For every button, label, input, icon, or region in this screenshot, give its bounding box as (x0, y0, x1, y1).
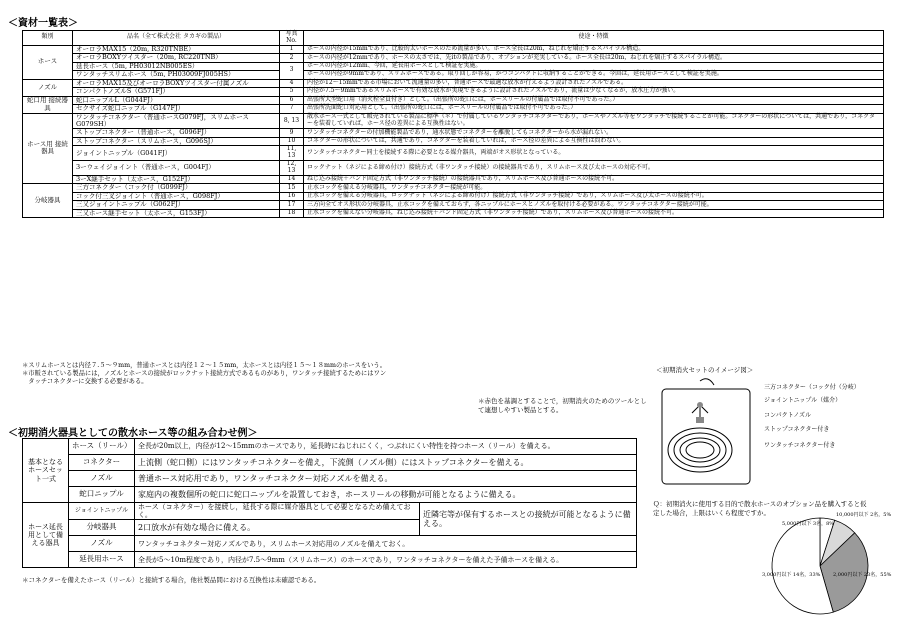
header-category: 類別 (23, 31, 73, 46)
product-name-cell: 3ーX継手セット（太ホース，G152FJ） (73, 175, 280, 183)
hose-kit-illustration (650, 375, 760, 490)
table-row (23, 105, 884, 113)
category-cell: ホース (23, 45, 73, 79)
side-box: 近隣宅等が保有するホースとの接続が可能となるように備える。 (420, 503, 637, 536)
red-color-note: ＊赤色を基調とすることで，初期消火のためのツールとして連想しやすい製品とする。 (478, 397, 647, 414)
table-row (23, 487, 637, 503)
usage-cell: ホースの内径が12mmであり、ホースの太さでは、先itの製品であり、オプションが充実している。ホース全長は20m，ねじれを矯正するスパイラル構造。 (304, 54, 884, 62)
product-name-cell: ワンタッチスリムホース（5m, PH03009FJ005HS） (73, 71, 280, 79)
photo-no-cell: 2 (280, 54, 304, 62)
header-product: 品名（全て株式会社 タカギの製品） (73, 31, 280, 46)
combo-item: 延長用ホース (69, 552, 135, 568)
extension-group: ホース延長用として備える器具 (23, 503, 69, 568)
usage-cell: ホースの内径が9mmであり、スリムホースである。取り回しが容易，かつコンパクトに収納することができる。今回は，延長用ホースとして検証を実施。 (304, 71, 884, 79)
table-row (23, 137, 884, 145)
product-name-cell: 三方コネクター（コック付（G099FJ） (73, 184, 280, 192)
combo-desc: 普通ホース対応用であり，ワンタッチコネクター対応ノズルを備える。 (135, 471, 637, 487)
table-row (23, 471, 637, 487)
usage-cell: ワンタッチコネクター同士を接続する際に必要となる媒介器具，両端がオス形状となっている。 (304, 146, 884, 161)
combo-item: 蛇口ニップル (69, 487, 135, 503)
photo-no-cell: 12, 13 (280, 161, 304, 176)
note-line: ＊スリムホースとは内径７.５～９mm，普通ホースとは内径１２～１５mm，太ホースとは内径１５～１８mmのホースをいう。 (22, 362, 387, 369)
product-name-cell: オーロラBOXYツイスター（20m, RC220TNB） (73, 54, 280, 62)
photo-no-cell: 15 (280, 184, 304, 192)
usage-cell: 止水コックを備えない分岐器具，ねじ込み接続＋バンド固定方式（非ワンタッチ接続）であり，スリムホース及び普通ホースの接続不可。 (304, 209, 884, 217)
photo-no-cell: 18 (280, 209, 304, 217)
kit-label: ワンタッチコネクター付き (764, 442, 836, 449)
combo-item: ノズル (69, 536, 135, 552)
table-row (23, 552, 637, 568)
materials-notes (22, 362, 522, 386)
kit-label: ジョイントニップル（媒介） (764, 397, 842, 404)
usage-cell: 止水コックを備える分岐器具，ワンタッチコネクター接続が可能。 (304, 184, 884, 192)
photo-no-cell: 9 (280, 129, 304, 137)
usage-cell: 出張所洗面蛇口対応用として。（出張所の蛇口には，ホースリールの付属品では取付不可であった。） (304, 105, 884, 113)
combo-item: コネクター (69, 455, 135, 471)
usage-cell: 散水ホース一式として販売されている製品に標準（＊）で付属しているワンタッチコネクターであり，ホースやノズル等をワンタッチで接続することが可能。コネクターの形状については，共通であり，コネクターを装着していれば，ホース径の差異による互換性はない。 (304, 113, 884, 129)
product-name-cell: ジョイントニップル（G041FJ） (73, 146, 280, 161)
combo-desc: 家庭内の複数個所の蛇口に蛇口ニップルを設置しておき，ホースリールの移動が可能となるように備える。 (135, 487, 637, 503)
table-row (23, 455, 637, 471)
table-row (23, 54, 884, 62)
table-row (23, 71, 884, 79)
basic-set-group: 基本となるホースセット一式 (23, 439, 69, 503)
usage-cell: ワンタッチコネクターの付加機能製品であり，通水状態でコネクターを離脱してもコネクターから水が漏れない。 (304, 129, 884, 137)
product-name-cell: ストップコネクター（普通ホース，G096FJ） (73, 129, 280, 137)
photo-no-cell: 1 (280, 45, 304, 53)
photo-no-cell: 17 (280, 201, 304, 209)
combo-item: ホース（リール） (69, 439, 135, 455)
photo-no-cell: 14 (280, 175, 304, 183)
usage-cell: ホースの内径が12mm、今回，延長用ホースとして検証を実施。 (304, 62, 884, 70)
note-line: ＊市販されている製品には，ノズルとホースの接続がロックナット接続方式であるものがあり，ワンタッチ接続するためにはワン (22, 370, 387, 378)
materials-list-title: ＜資材一覧表＞ (8, 18, 78, 29)
product-name-cell: 3ーウェイジョイント（普通ホース，G004FJ） (73, 161, 280, 176)
table-row (23, 146, 884, 161)
category-cell: 蛇口用 接続器具 (23, 96, 73, 113)
photo-no-cell: 11, 13 (280, 146, 304, 161)
category-cell: ホース用 接続器具 (23, 113, 73, 184)
kit-diagram-title: ＜初期消火セットのイメージ図＞ (656, 366, 754, 374)
combo-item: ノズル (69, 471, 135, 487)
kit-label: 三方コネクター（コック付（分岐） (764, 384, 860, 391)
usage-cell: 止水コックを備える分岐器具，ロックナット（ネジによる締め付け）接続方式（非ワンタッチ接続）であり，スリムホース及び太ホースの接続不可。 (304, 192, 884, 200)
survey-question: Ｑ：初期消火に使用する目的で散水ホースのオプション品を購入すると仮定した場合，上限はいくら程度ですか。 (653, 500, 867, 517)
product-name-cell: オーロラMAX15及びオーロラBOXYツイスター付属ノズル (73, 79, 280, 87)
materials-table (22, 30, 884, 218)
photo-no-cell: 6 (280, 96, 304, 104)
usage-cell: ねじ込み接続＋バンド固定方式（非ワンタッチ接続）の接続器具であり，スリムホース及び普通ホースの接続不可。 (304, 175, 884, 183)
usage-cell: コネクターの形状については，共通であり，コネクターを装着していれば，ホース径の差異による互換性は問わない。 (304, 137, 884, 145)
product-name-cell: 蛇口ニップルL（G044FJ） (73, 96, 280, 104)
photo-no-cell: 4 (280, 79, 304, 87)
combo-desc: ホース（コネクター）を接続し，延長する際に媒介器具として必要となるため備えておく。 (135, 503, 420, 520)
product-name-cell: 延長ホース（5m, PH03012NB005ES） (73, 62, 280, 70)
pie-label: 5,000円以下 3名，8% (782, 521, 835, 527)
product-name-cell: ワンタッチコネクター（普通ホースG079FJ，スリムホースG079SH） (73, 113, 280, 129)
photo-no-cell: 3 (280, 62, 304, 79)
usage-cell: ロックナット（ネジによる締め付け）接続方式（非ワンタッチ接続）の接続器具であり，スリムホース及び太ホースの対応不可。 (304, 161, 884, 176)
product-name-cell: オーロラMAX15（20m, R320TNBE） (73, 45, 280, 53)
pie-label: 2,000円以下 23名，55% (833, 572, 892, 578)
table-row (23, 536, 637, 552)
table-row (23, 88, 884, 96)
product-name-cell: コンパクトノズルS（G571FJ） (73, 88, 280, 96)
combo-desc: 2口放水が有効な場合に備える。 (135, 520, 420, 536)
kit-label: コンパクトノズル (764, 412, 811, 419)
combo-desc: 全長が20m以上，内径が12～15mmのホースであり，延長時にねじれにくく，つぶれにくい特性を持つホース（リール）を備える。 (135, 439, 637, 455)
product-name-cell: 三又ジョイントニップル（G062FJ） (73, 201, 280, 209)
header-photo-no: 写真No. (280, 31, 304, 46)
pie-label: 10,000円以下 2名，5% (836, 512, 892, 518)
product-name-cell: セクサイズ蛇口ニップル（G147FJ） (73, 105, 280, 113)
table-row (23, 113, 884, 129)
combo-item: ジョイントニップル (69, 503, 135, 520)
combo-desc: 上流側（蛇口側）にはワンタッチコネクターを備え，下流側（ノズル側）にはストップコネクターを備える。 (135, 455, 637, 471)
photo-no-cell: 16 (280, 192, 304, 200)
photo-no-cell: 8, 13 (280, 113, 304, 129)
kit-label: ストップコネクター付き (764, 426, 830, 433)
photo-no-cell: 7 (280, 105, 304, 113)
combination-note: ＊コネクターを備えたホース（リール）と接続する場合，他社製品間における互換性は未確認である。 (22, 576, 321, 584)
category-cell: 分岐器具 (23, 184, 73, 218)
table-row (23, 439, 637, 455)
usage-cell: 三方向全てオス形状の分岐器具，止水コックを備えておらず，各ニップルにホースとノズルを取付ける必要がある。ワンタッチコネクター接続が可能。 (304, 201, 884, 209)
product-name-cell: ストップコネクター（スリムホース，G096SJ） (73, 137, 280, 145)
usage-cell: 内径が7.5～9mmであるスリムホースで有効な放水が実現できるように設計されたノズルであり，流量は少なくなるが，放水圧力が強い。 (304, 88, 884, 96)
table-row (23, 209, 884, 217)
table-header-row (23, 31, 884, 46)
product-name-cell: コック付三叉ジョイント（普通ホース，G098FJ） (73, 192, 280, 200)
combo-desc: 全長が5～10m程度であり，内径が7.5～9mm（スリムホース）のホースであり，ワンタッチコネクターを備えた予備ホースを備える。 (135, 552, 637, 568)
usage-cell: ホースの内径が15mmであり、比較的太いホースのため流量が多い。ホース全長は20m，ねじれを矯正するスパイラル構造。 (304, 45, 884, 53)
combination-table (22, 438, 637, 568)
photo-no-cell: 5 (280, 88, 304, 96)
combo-item: 分岐器具 (69, 520, 135, 536)
table-row (23, 503, 637, 520)
usage-cell: 出張所大型蛇口用（消火栓全員付き）として。（出張所の蛇口には，ホースリールの付属品では取付不可であった。） (304, 96, 884, 104)
photo-no-cell: 10 (280, 137, 304, 145)
combination-title: ＜初期消火器具としての散水ホース等の組み合わせ例＞ (8, 428, 258, 439)
note-line: タッチコネクターに交換する必要がある。 (22, 378, 148, 386)
pie-label: 3,000円以下 14名，33% (762, 572, 821, 578)
product-name-cell: 三又ホース継手セット（太ホース，G153FJ） (73, 209, 280, 217)
table-row (23, 161, 884, 176)
category-cell: ノズル (23, 79, 73, 96)
usage-cell: 内径が12～15mmである市場において流通量の多い，普通ホースで最適な放水が行えるよう設計されたノズルである。 (304, 79, 884, 87)
combo-desc: ワンタッチコネクター対応ノズルであり，スリムホース対応用のノズルを備えておく。 (135, 536, 637, 552)
header-usage: 使途・特徴 (304, 31, 884, 46)
